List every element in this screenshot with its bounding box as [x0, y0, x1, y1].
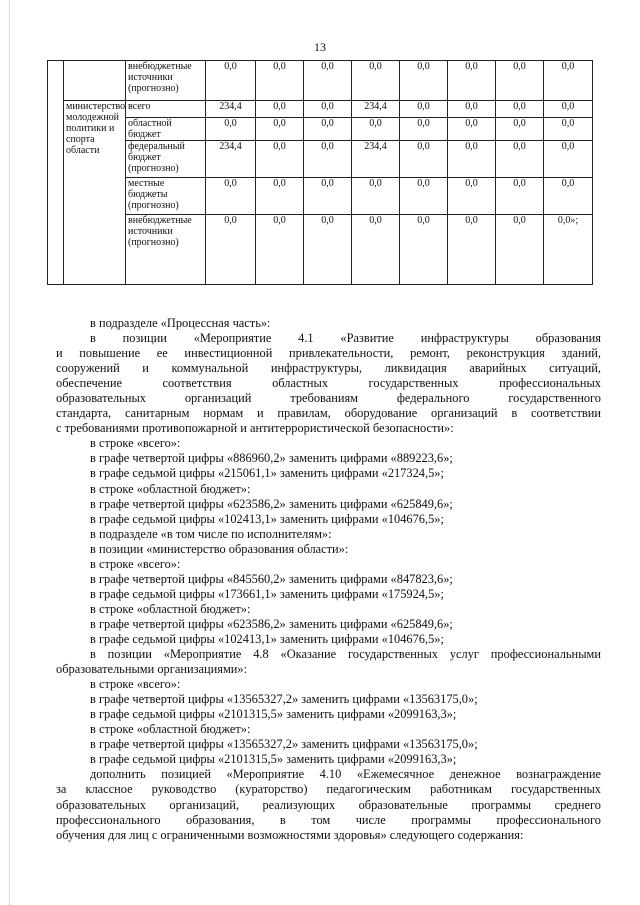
text-line: образовательных организаций, реализующих образовательные программы среднего: [56, 797, 601, 812]
text-line: в графе четвертой цифры «13565327,2» заменить цифрами «13563175,0»;: [90, 692, 478, 707]
value-cell: 0,0: [496, 178, 544, 215]
text-line: за классное руководство (кураторство) педагогическим работникам государственных: [56, 782, 601, 797]
value-cell: 0,0: [256, 118, 304, 141]
value-cell: 0,0: [544, 101, 593, 118]
text-line: дополнить позицией «Мероприятие 4.10 «Ежемесячное денежное вознаграждение: [90, 767, 601, 782]
text-line: в строке «всего»:: [90, 436, 181, 451]
organization-cell: [64, 61, 126, 101]
value-cell: 0,0: [206, 61, 256, 101]
table-row: [48, 101, 593, 118]
value-cell: 0,0: [304, 215, 352, 285]
text-line: в графе седьмой цифры «102413,1» заменить цифрами «104676,5»;: [90, 511, 444, 526]
value-cell: 0,0: [400, 141, 448, 178]
text-line: в графе четвертой цифры «886960,2» заменить цифрами «889223,6»;: [90, 451, 453, 466]
value-cell: 0,0: [304, 178, 352, 215]
text-line: с требованиями противопожарной и антитеррористической безопасности»:: [56, 421, 454, 436]
value-cell: 0,0: [400, 178, 448, 215]
value-cell: 0,0: [544, 118, 593, 141]
text-line: в подразделе «Процессная часть»:: [90, 316, 271, 330]
value-cell: 0,0: [448, 141, 496, 178]
funding-source-cell: внебюджетные источники (прогнозно): [126, 61, 206, 101]
value-cell: 0,0: [544, 141, 593, 178]
text-line: в подразделе «в том числе по исполнителям»:: [90, 526, 332, 541]
value-cell: 0,0: [496, 141, 544, 178]
value-cell: 0,0: [352, 61, 400, 101]
value-cell: 0,0: [256, 141, 304, 178]
value-cell: 0,0: [256, 178, 304, 215]
value-cell: 0,0: [304, 141, 352, 178]
text-line: в строке «областной бюджет»:: [90, 481, 251, 496]
value-cell: 0,0: [304, 101, 352, 118]
page-number: 13: [314, 40, 326, 54]
value-cell: 0,0: [400, 61, 448, 101]
value-cell: 0,0: [496, 215, 544, 285]
text-line: в строке «областной бюджет»:: [90, 601, 251, 616]
table-row: [48, 61, 593, 101]
value-cell: 0,0: [496, 118, 544, 141]
text-line: в графе седьмой цифры «102413,1» заменить цифрами «104676,5»;: [90, 631, 444, 646]
value-cell: 0,0: [352, 118, 400, 141]
funding-source-cell: местные бюджеты (прогнозно): [126, 178, 206, 215]
value-cell: 0,0: [256, 215, 304, 285]
scan-edge: [9, 0, 10, 905]
text-line: в строке «всего»:: [90, 556, 181, 571]
value-cell: 0,0: [206, 118, 256, 141]
text-line: в графе седьмой цифры «173661,1» заменить цифрами «175924,5»;: [90, 586, 444, 601]
value-cell: 0,0: [206, 178, 256, 215]
text-line: в графе седьмой цифры «2101315,5» заменить цифрами «2099163,3»;: [90, 752, 457, 767]
text-line: в позиции «Мероприятие 4.1 «Развитие инфраструктуры образования: [90, 331, 601, 346]
empty-number-cell: [48, 61, 64, 285]
value-cell: 0,0: [496, 61, 544, 101]
text-line: в графе четвертой цифры «623586,2» заменить цифрами «625849,6»;: [90, 616, 453, 631]
value-cell: 234,4: [206, 101, 256, 118]
text-line: обеспечение соответствия областных государственных профессиональных: [56, 376, 601, 391]
value-cell: 0,0: [304, 61, 352, 101]
value-cell: 0,0: [496, 101, 544, 118]
value-cell: 0,0: [256, 101, 304, 118]
budget-table: [47, 60, 593, 285]
text-line: в графе четвертой цифры «13565327,2» заменить цифрами «13563175,0»;: [90, 737, 478, 752]
value-cell: 0,0: [400, 101, 448, 118]
value-cell: 0,0: [544, 178, 593, 215]
funding-source-cell: областной бюджет: [126, 118, 206, 141]
text-line: в графе седьмой цифры «215061,1» заменить цифрами «217324,5»;: [90, 466, 444, 481]
text-line: в строке «областной бюджет»:: [90, 722, 251, 737]
text-line: образовательных организаций требованиям федерального государственного: [56, 391, 601, 406]
text-line: и повышение ее инвестиционной привлекательности, ремонт, реконструкция зданий,: [56, 346, 601, 361]
text-line: профессионального образования, в том числе программы профессионального: [56, 812, 601, 827]
table-row: [48, 141, 593, 178]
funding-source-cell: всего: [126, 101, 206, 118]
text-line: в графе четвертой цифры «623586,2» заменить цифрами «625849,6»;: [90, 496, 453, 511]
value-cell: 0,0: [256, 61, 304, 101]
value-cell: 0,0: [448, 178, 496, 215]
amendment-text: [56, 316, 601, 843]
value-cell: 234,4: [352, 141, 400, 178]
value-cell: 0,0: [352, 178, 400, 215]
text-line: в позиции «Мероприятие 4.8 «Оказание государственных услуг профессиональными: [90, 647, 601, 662]
text-line: стандарта, санитарным нормам и правилам, оборудование организаций в соответствии: [56, 406, 601, 421]
value-cell: 0,0: [448, 215, 496, 285]
value-cell: 234,4: [352, 101, 400, 118]
text-line: в позиции «министерство образования области»:: [90, 541, 349, 556]
funding-source-cell: федеральный бюджет (прогнозно): [126, 141, 206, 178]
value-cell: 0,0: [448, 118, 496, 141]
value-cell: 0,0»;: [544, 215, 593, 285]
value-cell: 234,4: [206, 141, 256, 178]
funding-source-cell: внебюджетные источники (прогнозно): [126, 215, 206, 285]
table-row: [48, 215, 593, 285]
text-line: в строке «всего»:: [90, 677, 181, 692]
table-row: [48, 118, 593, 141]
organization-cell: министерство молодежной политики и спорта области: [64, 101, 126, 285]
value-cell: 0,0: [400, 215, 448, 285]
table-row: [48, 178, 593, 215]
value-cell: 0,0: [400, 118, 448, 141]
value-cell: 0,0: [352, 215, 400, 285]
text-line: сооружений и коммунальной инфраструктуры, ликвидация аварийных ситуаций,: [56, 361, 601, 376]
value-cell: 0,0: [544, 61, 593, 101]
value-cell: 0,0: [448, 61, 496, 101]
value-cell: 0,0: [206, 215, 256, 285]
text-line: образовательными организациями»:: [56, 662, 248, 677]
text-line: в графе четвертой цифры «845560,2» заменить цифрами «847823,6»;: [90, 571, 453, 586]
value-cell: 0,0: [448, 101, 496, 118]
value-cell: 0,0: [304, 118, 352, 141]
text-line: в графе седьмой цифры «2101315,5» заменить цифрами «2099163,3»;: [90, 707, 457, 722]
text-line: обучения для лиц с ограниченными возможностями здоровья» следующего содержания:: [56, 827, 524, 842]
